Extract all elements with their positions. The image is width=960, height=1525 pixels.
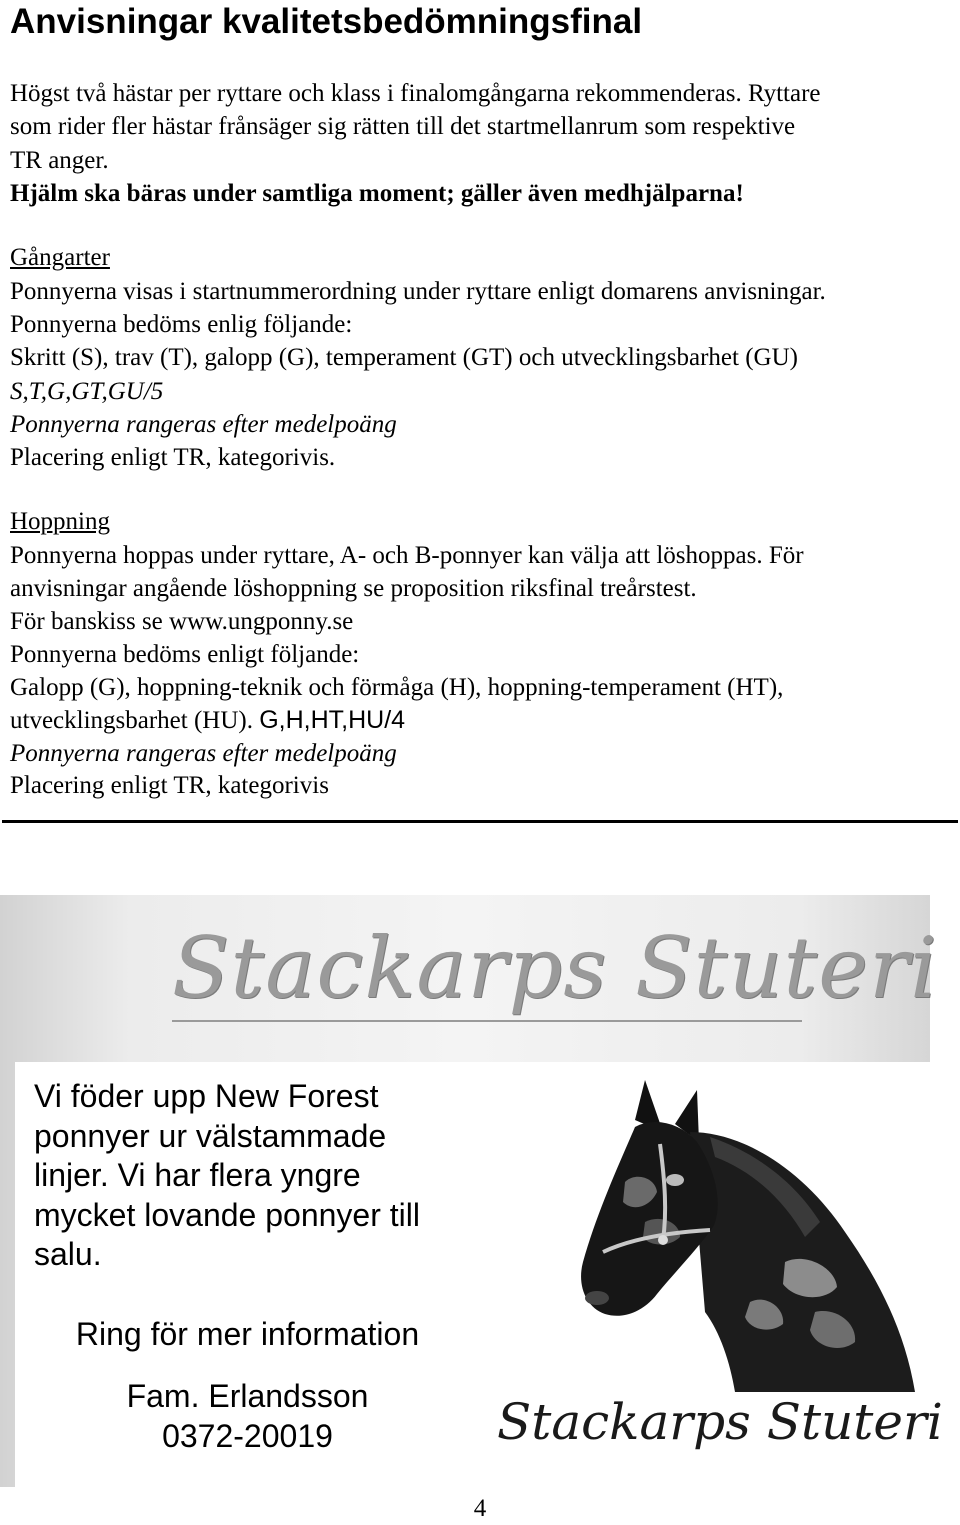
page-number: 4 (473, 1495, 487, 1522)
hoppning-line-4: Ponnyerna bedöms enligt följande: (10, 641, 360, 668)
horse-head-icon (485, 1062, 930, 1392)
gangarter-line-2: Ponnyerna bedöms enlig följande: (10, 311, 353, 338)
hoppning-formula: G,H,HT,HU/4 (259, 706, 406, 734)
hoppning-ranking: Ponnyerna rangeras efter medelpoäng (10, 740, 397, 767)
gangarter-formula: S,T,G,GT,GU/5 (10, 378, 164, 405)
ad-text-line: salu. (34, 1236, 102, 1272)
hoppning-placing: Placering enligt TR, kategorivis (10, 772, 329, 799)
hoppning-line-6-text: utvecklingsbarhet (HU). (10, 707, 260, 734)
ad-text-line: mycket lovande ponnyer till (34, 1196, 420, 1233)
helmet-notice: Hjälm ska bäras under samtliga moment; gäller även medhjälparna! (10, 180, 744, 207)
intro-line-3: TR anger. (10, 147, 109, 174)
ad-text-line: Vi föder upp New Forest (34, 1078, 379, 1114)
page-title: Anvisningar kvalitetsbedömningsfinal (10, 2, 643, 41)
intro-line-1: Högst två hästar per ryttare och klass i finalomgångarna rekommenderas. Ryttare (10, 80, 821, 107)
ad-logo-text: Stackarps Stuteri (497, 1393, 943, 1451)
ad-call-to-action: Ring för mer information (75, 1316, 420, 1352)
intro-line-2: som rider fler hästar frånsäger sig rätten till det startmellanrum som respektive (10, 113, 796, 140)
gangarter-placing: Placering enligt TR, kategorivis. (10, 444, 336, 471)
gangarter-line-1: Ponnyerna visas i startnummerordning under ryttare enligt domarens anvisningar. (10, 278, 826, 305)
ad-brand-underline (172, 1020, 802, 1022)
section-divider (2, 820, 958, 823)
ad-contact-name: Fam. Erlandsson (126, 1378, 369, 1414)
hoppning-line-1: Ponnyerna hoppas under ryttare, A- och B-ponnyer kan välja att löshoppas. För (10, 542, 804, 569)
hoppning-line-6 (10, 705, 405, 736)
section-heading-hoppning: Hoppning (10, 508, 110, 535)
hoppning-line-5: Galopp (G), hoppning-teknik och förmåga (H), hoppning-temperament (HT), (10, 674, 784, 701)
ad-description (34, 1077, 420, 1275)
hoppning-line-3: För banskiss se www.ungponny.se (10, 608, 354, 635)
ad-text-line: ponnyer ur välstammade (34, 1117, 387, 1154)
hoppning-line-2: anvisningar angående löshoppning se proposition riksfinal treårstest. (10, 575, 697, 602)
section-heading-gangarter: Gångarter (10, 244, 110, 271)
gangarter-ranking: Ponnyerna rangeras efter medelpoäng (10, 411, 397, 438)
ad-text-line: linjer. Vi har flera yngre (34, 1157, 361, 1193)
ad-brand-heading: Stackarps Stuteri (172, 919, 939, 1017)
gangarter-line-3: Skritt (S), trav (T), galopp (G), temperament (GT) och utvecklingsbarhet (GU) (10, 344, 798, 371)
ad-phone: 0372-20019 (162, 1418, 333, 1454)
